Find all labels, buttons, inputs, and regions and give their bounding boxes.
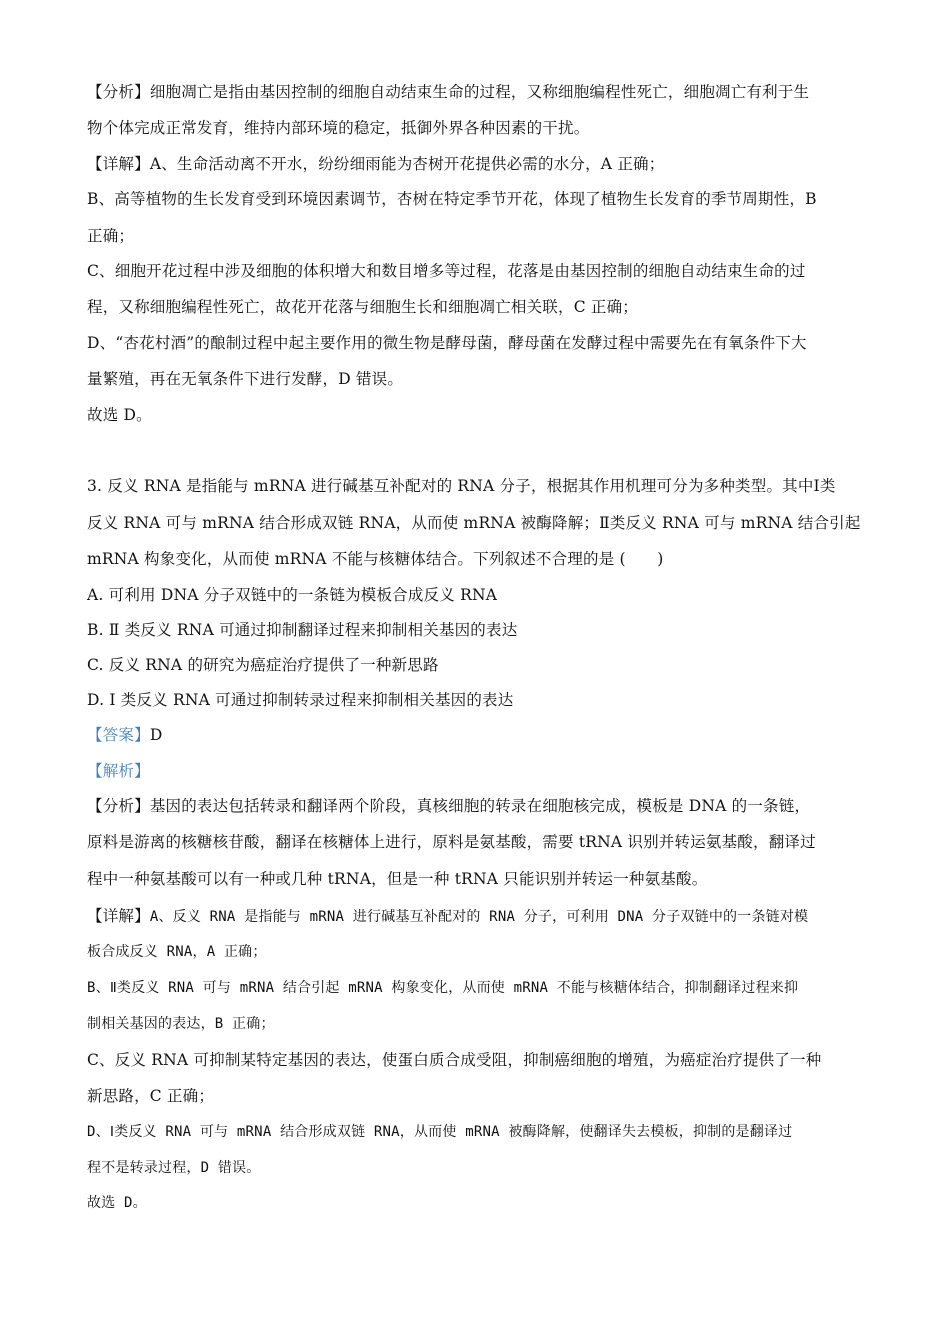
q3-analysis-line-1 bbox=[87, 796, 877, 816]
q3-conclusion: 故选 D。 bbox=[87, 1195, 147, 1211]
q3-detail-a-line-1 bbox=[87, 906, 877, 927]
q3-option-a: A. 可利用 DNA 分子双链中的一条链为模板合成反义 RNA bbox=[87, 586, 498, 604]
q3-analysis-line-3: 程中一种氨基酸可以有一种或几种 tRNA，但是一种 tRNA 只能识别并转运一种氨基酸。 bbox=[87, 870, 708, 888]
q2-conclusion: 故选 D。 bbox=[87, 406, 152, 424]
analysis-text: 细胞凋亡是指由基因控制的细胞自动结束生命的过程，又称细胞编程性死亡，细胞凋亡有利于生 bbox=[149, 83, 810, 101]
q3-detail-c-line-2: 新思路，C 正确； bbox=[87, 1087, 215, 1105]
analysis-label: 【分析】 bbox=[87, 83, 150, 101]
detail-label: 【详解】 bbox=[87, 907, 150, 925]
q3-detail-a-line-2: 板合成反义 RNA，A 正确； bbox=[87, 944, 267, 960]
q3-option-d: D. Ⅰ 类反义 RNA 可通过抑制转录过程来抑制相关基因的表达 bbox=[87, 691, 514, 709]
q2-detail-c-line-2: 程，又称细胞编程性死亡，故花开花落与细胞生长和细胞凋亡相关联，C 正确； bbox=[87, 298, 638, 316]
answer-value: D bbox=[149, 726, 163, 744]
q2-detail-d-line-1: D、“杏花村酒”的酿制过程中起主要作用的微生物是酵母菌，酵母菌在发酵过程中需要先在有氧条件下大 bbox=[87, 334, 807, 352]
q2-detail-c-line-1: C、细胞开花过程中涉及细胞的体积增大和数目增多等过程，花落是由基因控制的细胞自动结束生命的过 bbox=[87, 262, 806, 280]
detail-text: A、生命活动离不开水，纷纷细雨能为杏树开花提供必需的水分，A 正确； bbox=[149, 155, 665, 173]
q3-stem-line-2: 反义 RNA 可与 mRNA 结合形成双链 RNA，从而使 mRNA 被酶降解；Ⅱ类反义 RNA 可与 mRNA 结合引起 bbox=[87, 514, 861, 532]
q2-detail-line-1 bbox=[87, 154, 877, 174]
q2-detail-b-line-1: B、高等植物的生长发育受到环境因素调节，杏树在特定季节开花，体现了植物生长发育的季节周期性，B bbox=[87, 190, 817, 208]
q3-detail-d-line-2: 程不是转录过程，D 错误。 bbox=[87, 1160, 261, 1176]
q2-detail-b-line-2: 正确； bbox=[87, 227, 135, 245]
q3-detail-c-line-1: C、反义 RNA 可抑制某特定基因的表达，使蛋白质合成受阻，抑制癌细胞的增殖，为癌症治疗提供了一种 bbox=[87, 1051, 822, 1069]
q3-detail-b-line-1: B、Ⅱ类反义 RNA 可与 mRNA 结合引起 mRNA 构象变化，从而使 mRNA 不能与核糖体结合，抑制翻译过程来抑 bbox=[87, 980, 799, 996]
q2-detail-d-line-2: 量繁殖，再在无氧条件下进行发酵，D 错误。 bbox=[87, 370, 404, 388]
q3-jiexi-label: 【解析】 bbox=[87, 762, 150, 780]
q3-answer bbox=[87, 725, 877, 745]
q2-analysis-line-1 bbox=[87, 82, 877, 102]
analysis-text: 基因的表达包括转录和翻译两个阶段，真核细胞的转录在细胞核完成，模板是 DNA 的一条链， bbox=[149, 797, 811, 815]
q3-detail-b-line-2: 制相关基因的表达，B 正确； bbox=[87, 1016, 275, 1032]
analysis-label: 【分析】 bbox=[87, 797, 150, 815]
q3-analysis-line-2: 原料是游离的核糖核苷酸，翻译在核糖体上进行，原料是氨基酸，需要 tRNA 识别并转运氨基酸，翻译过 bbox=[87, 833, 816, 851]
q3-detail-d-line-1: D、Ⅰ类反义 RNA 可与 mRNA 结合形成双链 RNA，从而使 mRNA 被酶降解，使翻译失去模板，抑制的是翻译过 bbox=[87, 1124, 793, 1140]
q3-stem-line-3: mRNA 构象变化，从而使 mRNA 不能与核糖体结合。下列叙述不合理的是 ( ) bbox=[87, 550, 664, 568]
answer-label: 【答案】 bbox=[87, 726, 150, 744]
q3-option-c: C. 反义 RNA 的研究为癌症治疗提供了一种新思路 bbox=[87, 656, 439, 674]
detail-label: 【详解】 bbox=[87, 155, 150, 173]
q3-option-b: B. Ⅱ 类反义 RNA 可通过抑制翻译过程来抑制相关基因的表达 bbox=[87, 621, 518, 639]
q2-analysis-line-2: 物个体完成正常发育，维持内部环境的稳定，抵御外界各种因素的干扰。 bbox=[87, 119, 590, 137]
q3-stem-line-1: 3. 反义 RNA 是指能与 mRNA 进行碱基互补配对的 RNA 分子，根据其作用机理可分为多种类型。其中Ⅰ类 bbox=[87, 477, 836, 495]
detail-text: A、反义 RNA 是指能与 mRNA 进行碱基互补配对的 RNA 分子，可利用 DNA 分子双链中的一条链对模 bbox=[149, 909, 809, 925]
